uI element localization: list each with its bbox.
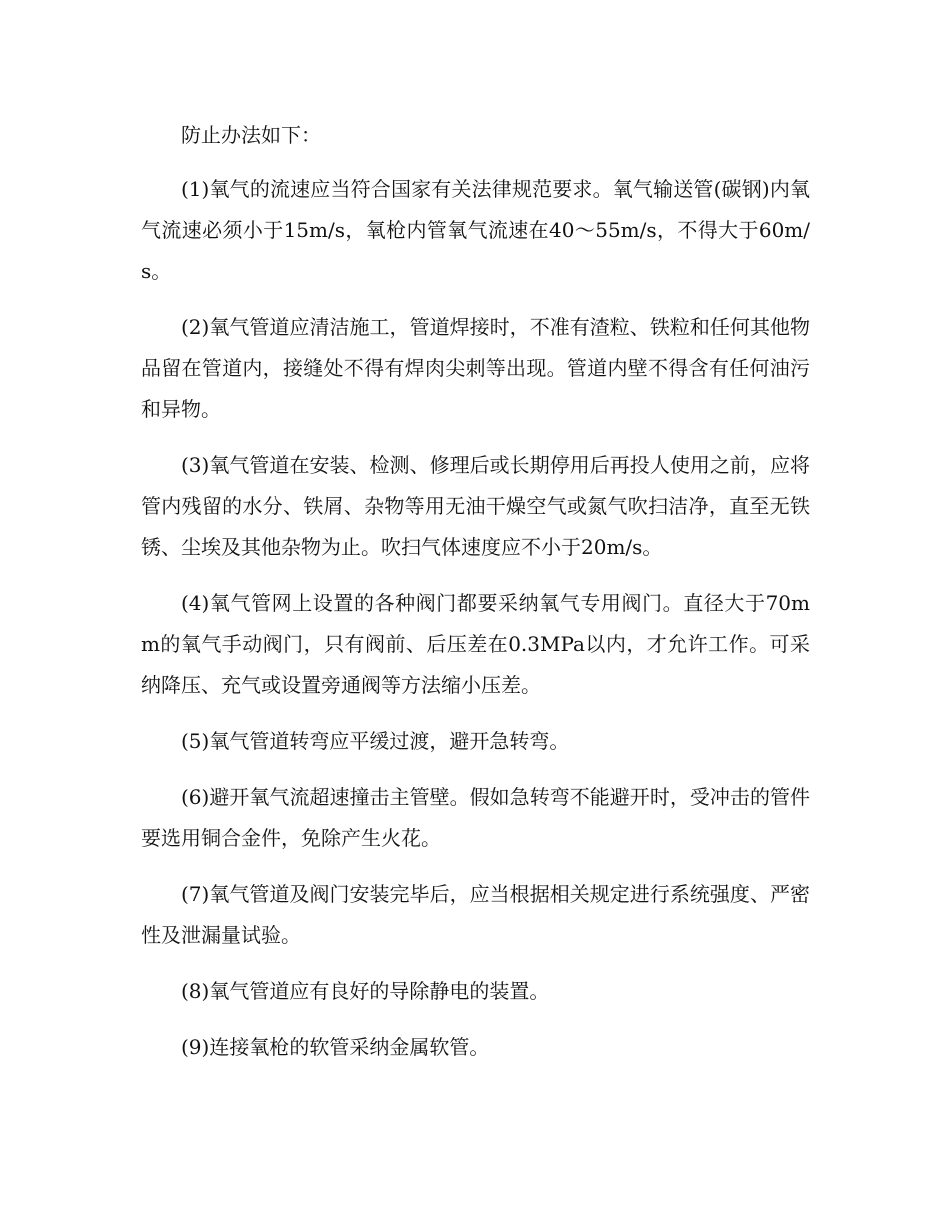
- paragraph-5: (5)氧气管道转弯应平缓过渡，避开急转弯。: [181, 729, 570, 753]
- paragraph-1: (1)氧气的流速应当符合国家有关法律规范要求。氧气输送管(碳钢)内氧气流速必须小于15m/s，氧枪内管氧气流速在40～55m/s，不得大于60m/s。: [141, 177, 810, 283]
- paragraph-9: (9)连接氧枪的软管采纳金属软管。: [181, 1035, 490, 1059]
- paragraph-4: (4)氧气管网上设置的各种阀门都要采纳氧气专用阀门。直径大于70mm的氧气手动阀门，只有阀前、后压差在0.3MPa以内，才允许工作。可采纳降压、充气或设置旁通阀等方法缩小压差。: [141, 591, 810, 697]
- paragraph-8: (8)氧气管道应有良好的导除静电的装置。: [181, 979, 550, 1003]
- paragraph-3: (3)氧气管道在安装、检测、修理后或长期停用后再投人使用之前，应将管内残留的水分、铁屑、杂物等用无油干燥空气或氮气吹扫洁净，直至无铁锈、尘埃及其他杂物为止。吹扫气体速度应不小于20m/s。: [141, 453, 810, 559]
- paragraph-7: (7)氧气管道及阀门安装完毕后，应当根据相关规定进行系统强度、严密性及泄漏量试验。: [141, 882, 810, 947]
- paragraph-2: (2)氧气管道应清洁施工，管道焊接时，不准有渣粒、铁粒和任何其他物品留在管道内，接缝处不得有焊肉尖刺等出现。管道内壁不得含有任何油污和异物。: [141, 315, 810, 421]
- intro-heading: 防止办法如下：: [181, 123, 321, 147]
- paragraph-6: (6)避开氧气流超速撞击主管壁。假如急转弯不能避开时，受冲击的管件要选用铜合金件，免除产生火花。: [141, 785, 810, 850]
